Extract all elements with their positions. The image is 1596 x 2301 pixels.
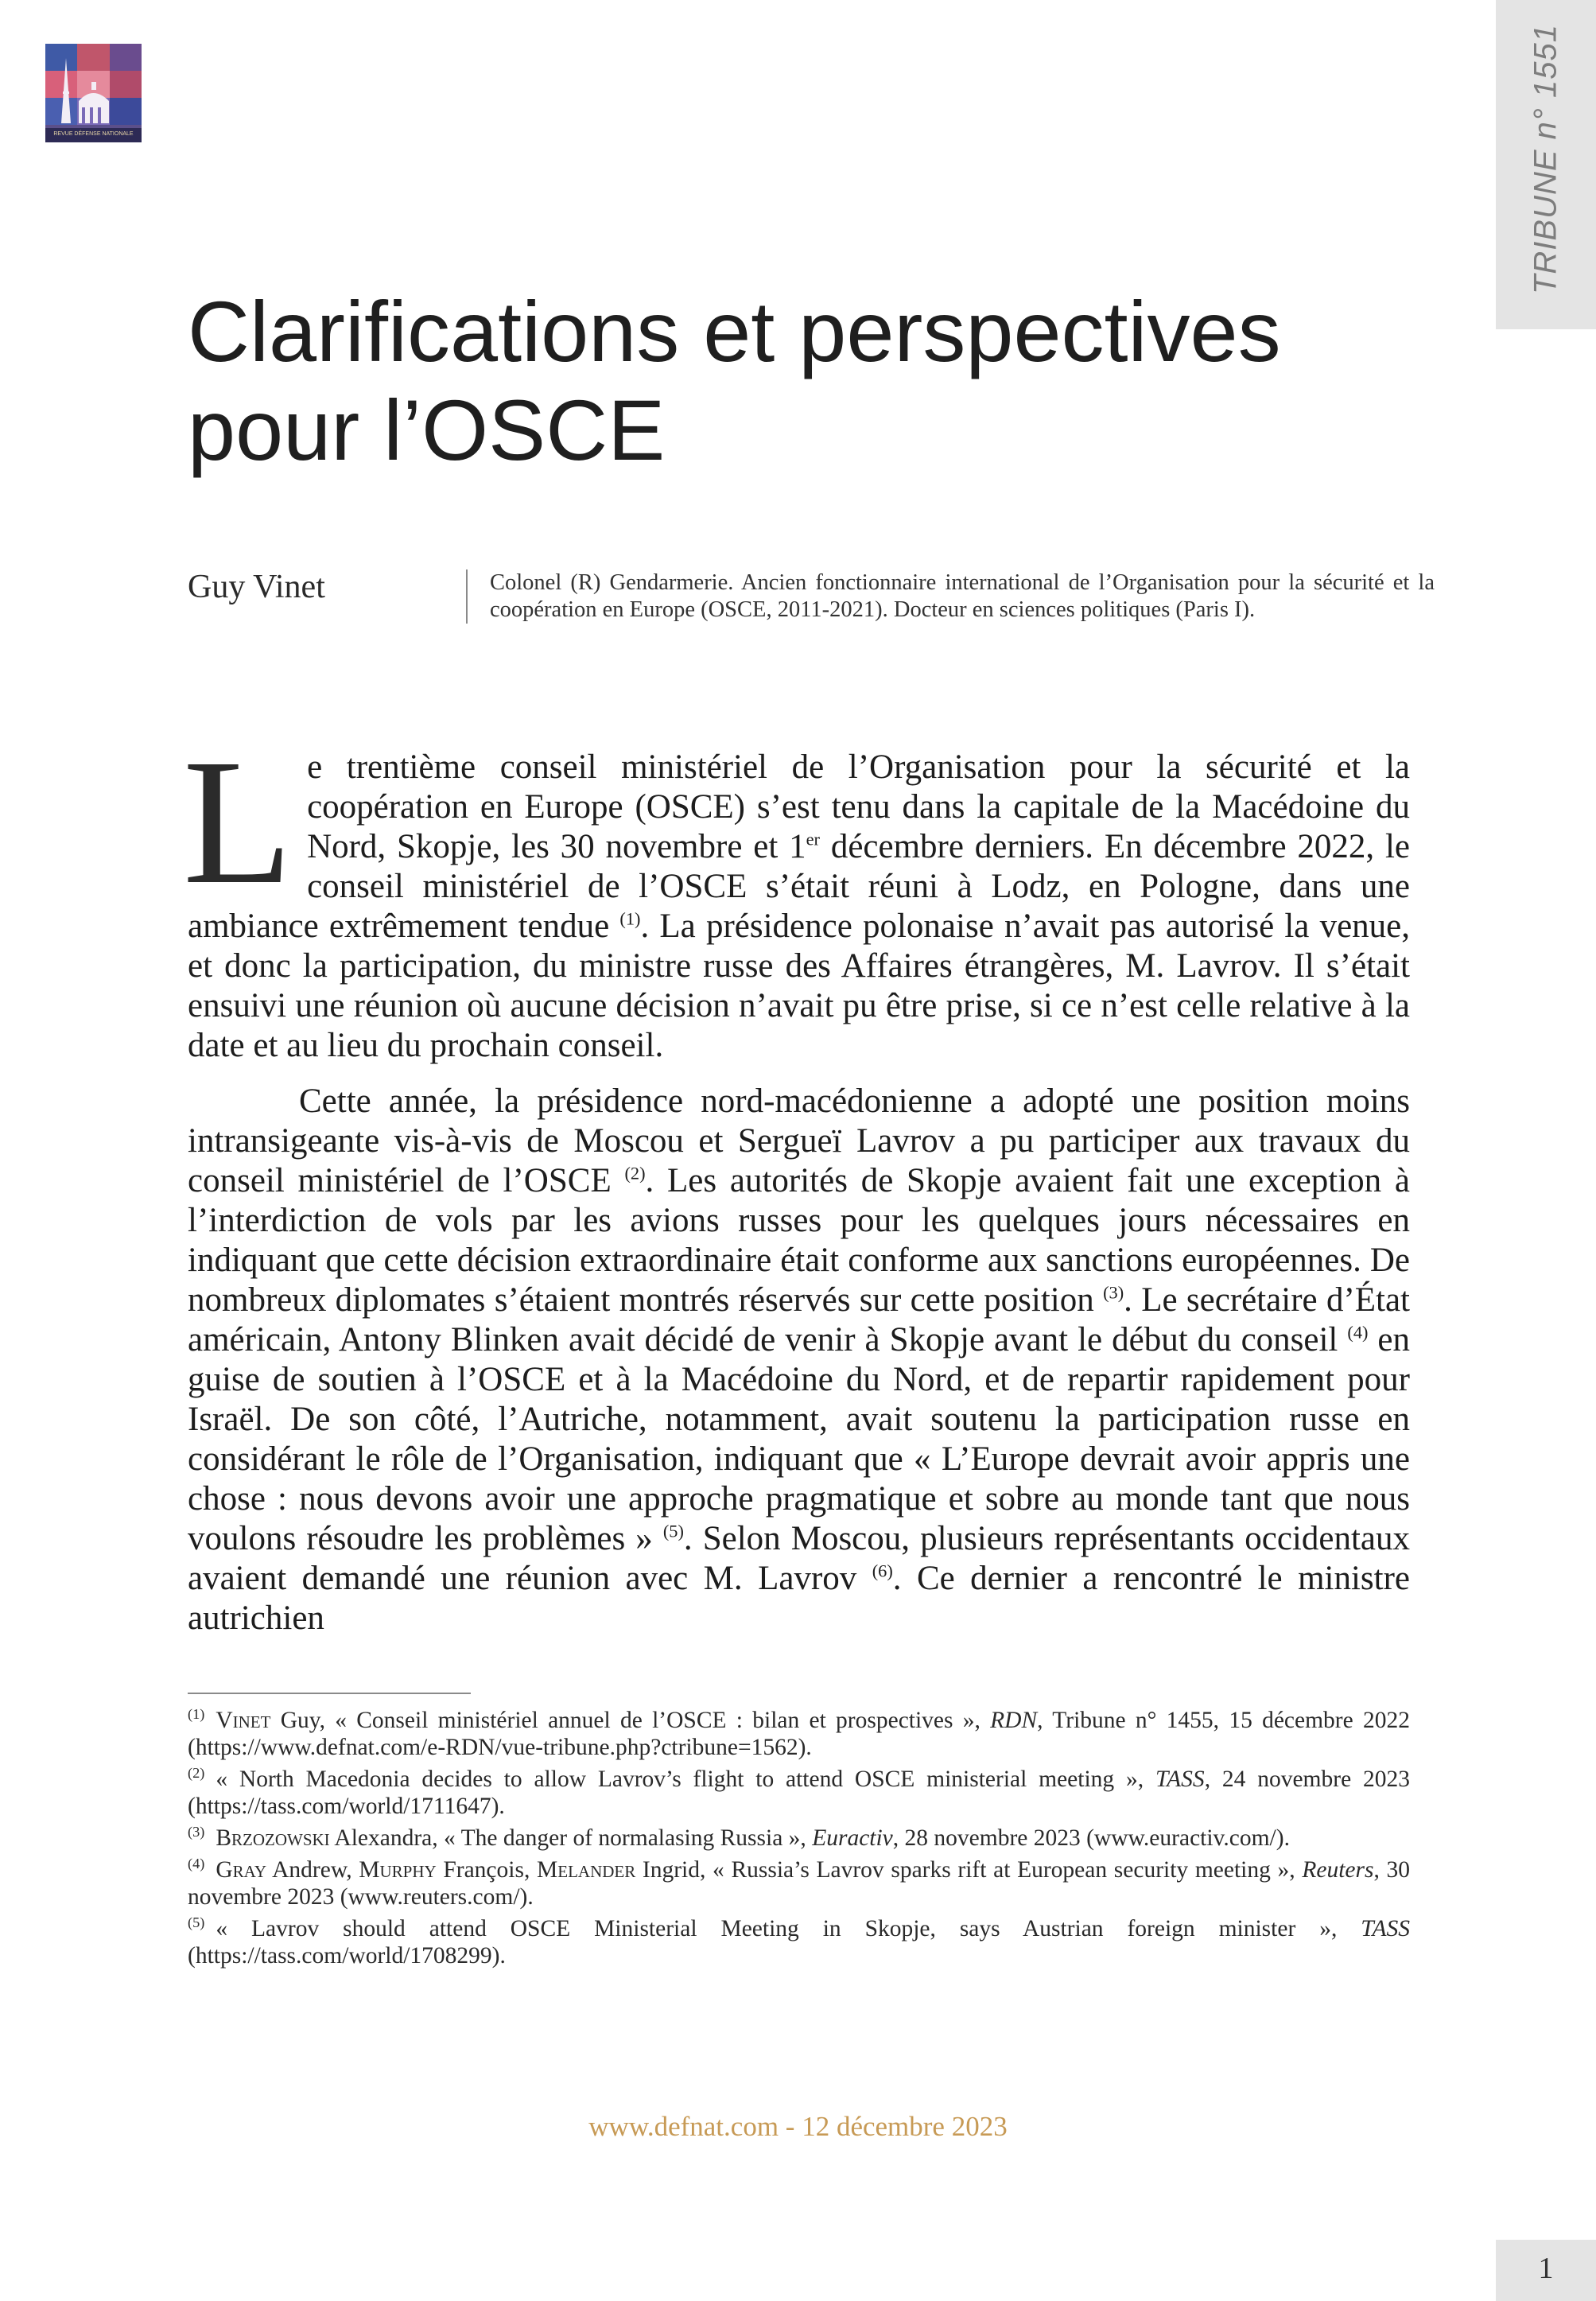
fn1-author: Vinet [216, 1708, 271, 1733]
fn4-text-a: Andrew, [266, 1857, 359, 1883]
footnote-4 [188, 1856, 1410, 1910]
author-bio: Colonel (R) Gendarmerie. Ancien fonctionnaire international de l’Organisation pour la sécurité et la coopération en Europe (OSCE, 2011-2021). Docteur en sciences politiques (Paris I). [466, 569, 1435, 624]
ordinal-superscript: er [806, 829, 820, 849]
author-name: Guy Vinet [188, 569, 325, 605]
fn5-source: TASS [1361, 1916, 1410, 1941]
fn4-text-c: Ingrid, « Russia’s Lavrov sparks rift at European security meeting », [635, 1857, 1303, 1883]
drop-cap: L [183, 722, 293, 921]
footnote-3 [188, 1825, 1410, 1852]
tribune-tab [1496, 0, 1596, 329]
footnote-ref-2[interactable]: (2) [624, 1163, 646, 1184]
footnote-mark-4: (4) [188, 1856, 205, 1872]
footnote-1 [188, 1707, 1410, 1761]
page-title [188, 282, 1428, 480]
footnote-ref-6[interactable]: (6) [872, 1561, 893, 1581]
fn1-text-a: Guy, « Conseil ministériel annuel de l’OSCE : bilan et prospectives », [270, 1708, 991, 1733]
fn4-author-3: Melander [537, 1857, 636, 1883]
fn2-text-a: « North Macedonia decides to allow Lavrov’s flight to attend OSCE ministerial meeting », [216, 1767, 1155, 1792]
footnote-mark-3: (3) [188, 1824, 205, 1840]
fn2-source: TASS [1155, 1767, 1205, 1792]
fn4-author-1: Gray [216, 1857, 267, 1883]
tribune-number: TRIBUNE n° 1551 [1528, 23, 1563, 295]
fn4-text-b: François, [436, 1857, 538, 1883]
p1-text-c: . La présidence polonaise n’avait pas autorisé la venue, et donc la participation, du ministre russe des Affaires étrangères, M. Lavrov. Il s’était ensuivi une réunion où aucune décision n’avait pu être prise, si ce n’est celle relative à la date et au lieu du prochain conseil. [188, 908, 1411, 1064]
article-body [183, 722, 1411, 1638]
fn3-source: Euractiv [812, 1825, 893, 1851]
page-number: 1 [1538, 2252, 1554, 2285]
p1-text-a: e trentième conseil ministériel de l’Organisation pour la sécurité et la coopération en Europe (OSCE) s’est tenu dans la capitale de la Macédoine du Nord, Skopje, les 30 novembre et 1 [307, 748, 1410, 865]
footnote-ref-4[interactable]: (4) [1347, 1322, 1369, 1343]
fn3-text-a: Alexandra, « The danger of normalasing Russia », [329, 1825, 813, 1851]
p2-text-a: Cette année, la présidence nord-macédonienne a adopté une position moins intransigeante vis-à-vis de Moscou et Sergueï Lavrov a pu participer aux travaux du conseil ministériel de l’OSCE [188, 1082, 1410, 1199]
paragraph-2 [188, 1082, 1410, 1638]
p2-text-f: . Ce dernier a rencontré le ministre autrichien [188, 1560, 1410, 1637]
footnote-ref-1[interactable]: (1) [619, 908, 641, 929]
footnotes [188, 1707, 1410, 1974]
fn5-text-a: « Lavrov should attend OSCE Ministerial Meeting in Skopje, says Austrian foreign minister », [216, 1916, 1361, 1941]
rdn-logo-graphic [45, 44, 142, 142]
footnote-ref-3[interactable]: (3) [1103, 1282, 1124, 1303]
fn5-text-b: (https://tass.com/world/1708299). [188, 1943, 506, 1969]
footnote-mark-5: (5) [188, 1914, 205, 1931]
fn3-text-b: , 28 novembre 2023 (www.euractiv.com/). [892, 1825, 1290, 1851]
footnote-divider [188, 1693, 471, 1694]
footnote-mark-2: (2) [188, 1765, 205, 1782]
page-number-box [1496, 2240, 1596, 2301]
title-line-1: Clarifications et perspectives [188, 283, 1281, 379]
footnote-mark-1: (1) [188, 1706, 205, 1723]
fn2-text-b: , 24 novembre 2023 (https://tass.com/world/1711647). [188, 1767, 1410, 1819]
fn4-author-2: Murphy [359, 1857, 437, 1883]
p2-text-c: . Le secrétaire d’État américain, Antony Blinken avait décidé de venir à Skopje avant le début du conseil [188, 1281, 1411, 1358]
paragraph-1 [183, 722, 1411, 1066]
footnote-ref-5[interactable]: (5) [662, 1521, 684, 1541]
footnote-5 [188, 1915, 1410, 1969]
fn1-text-b: , Tribune n° 1455, 15 décembre 2022 (https://www.defnat.com/e-RDN/vue-tribune.php?ctribune=1562). [188, 1708, 1410, 1760]
footer-url-date[interactable]: www.defnat.com - 12 décembre 2023 [588, 2111, 1008, 2142]
p2-text-d: en guise de soutien à l’OSCE et à la Macédoine du Nord, et de repartir rapidement pour Israël. De son côté, l’Autriche, notamment, avait soutenu la participation russe en considérant le rôle de l’Organisation, indiquant que « L’Europe devrait avoir appris une chose : nous devons avoir une approche pragmatique et sobre au monde tant que nous voulons résoudre les problèmes » [188, 1321, 1411, 1557]
fn1-source: RDN [990, 1708, 1038, 1733]
fn4-source: Reuters [1302, 1857, 1374, 1883]
title-line-2: pour l’OSCE [188, 382, 666, 478]
logo-caption: REVUE DÉFENSE NATIONALE [53, 131, 134, 137]
footnote-2 [188, 1766, 1410, 1820]
fn3-author: Brzozowski [216, 1825, 330, 1851]
p2-text-b: . Les autorités de Skopje avaient fait une exception à l’interdiction de vols par les avions russes pour les quelques jours nécessaires en indiquant que cette décision extraordinaire était conforme aux sanctions européennes. De nombreux diplomates s’étaient montrés réservés sur cette position [188, 1162, 1410, 1319]
p1-text-b: décembre derniers. En décembre 2022, le conseil ministériel de l’OSCE s’était réuni à Lodz, en Pologne, dans une ambiance extrêmement tendue [188, 828, 1410, 945]
fn4-text-d: , 30 novembre 2023 (www.reuters.com/). [188, 1857, 1411, 1910]
p2-text-e: . Selon Moscou, plusieurs représentants occidentaux avaient demandé une réunion avec M. Lavrov [188, 1520, 1410, 1597]
rdn-logo [45, 44, 142, 142]
